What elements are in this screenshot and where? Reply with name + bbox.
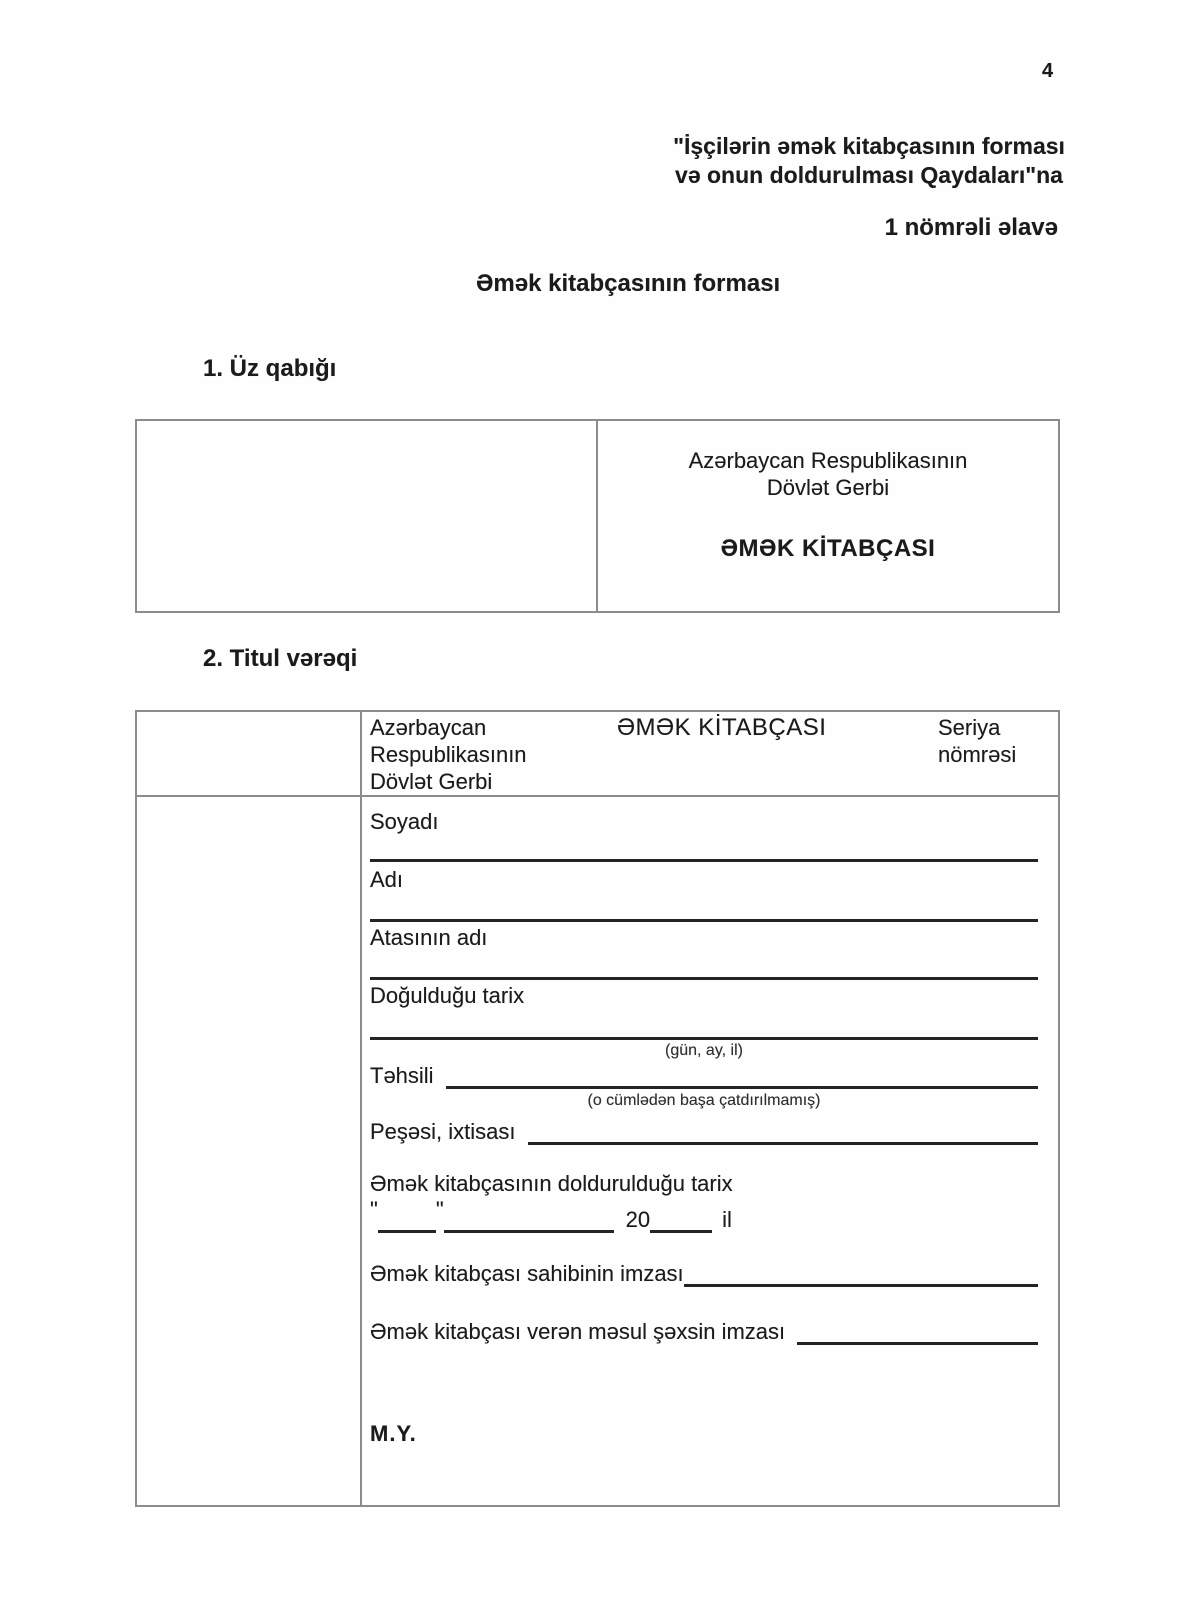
- owner-signature-label: Əmək kitabçası sahibinin imzası: [370, 1261, 684, 1286]
- body-empty-cell: [137, 797, 362, 1505]
- state-emblem-caption: Azərbaycan Respublikasının Dövlət Gerbi: [688, 448, 968, 500]
- cover-table: [135, 419, 1060, 613]
- title-table-body-row: [137, 797, 1058, 1505]
- reference-line-1: "İşçilərin əmək kitabçasının forması: [673, 133, 1065, 159]
- issuer-signature-label: Əmək kitabçası verən məsul şəxsin imzası: [370, 1319, 786, 1344]
- filldate-close-quote: ": [435, 1197, 444, 1222]
- issuer-signature-blank-line: [797, 1342, 1038, 1345]
- education-row: [370, 1061, 1038, 1089]
- form-fields-cell: [362, 797, 1058, 1505]
- title-table-header-row: [137, 712, 1058, 797]
- labor-book-title-title-page: ƏMƏK KİTABÇASI: [617, 714, 827, 741]
- state-emblem-caption-title-page: Azərbaycan Respublikasının Dövlət Gerbi: [370, 715, 527, 794]
- document-title: Əmək kitabçasının forması: [476, 270, 781, 297]
- filldate-day-blank: [378, 1230, 436, 1233]
- annex-label: 1 nömrəli əlavə: [884, 214, 1058, 241]
- document-reference: [668, 132, 1070, 190]
- education-blank-line: [446, 1086, 1038, 1089]
- series-number-label: Seriya nömrəsi: [938, 715, 1017, 767]
- filldate-blanks-row: [370, 1199, 732, 1233]
- cover-content-cell: [598, 421, 1058, 611]
- patronymic-label: Atasının adı: [370, 925, 488, 950]
- header-content-cell: [362, 712, 1058, 795]
- labor-book-title: ƏMƏK KİTABÇASI: [720, 535, 936, 562]
- name-label: Adı: [370, 867, 404, 892]
- filldate-open-quote: ": [370, 1197, 378, 1222]
- education-label: Təhsili: [370, 1063, 434, 1088]
- reference-line-2: və onun doldurulması Qaydaları"na: [675, 162, 1063, 188]
- cover-empty-cell: [137, 421, 598, 611]
- profession-label: Peşəsi, ixtisası: [370, 1119, 516, 1144]
- filldate-label: Əmək kitabçasının doldurulduğu tarix: [370, 1171, 733, 1196]
- section-1-heading: 1. Üz qabığı: [203, 355, 337, 382]
- patronymic-blank-line: [370, 977, 1038, 980]
- filldate-month-blank: [444, 1230, 614, 1233]
- birthdate-blank-line: [370, 1037, 1038, 1040]
- owner-signature-row: [370, 1257, 1038, 1287]
- section-2-heading: 2. Titul vərəqi: [203, 645, 358, 672]
- birthdate-note: (gün, ay, il): [665, 1042, 743, 1059]
- education-note: (o cümlədən başa çatdırılmamış): [587, 1092, 821, 1109]
- seal-label: M.Y.: [370, 1421, 417, 1446]
- issuer-signature-row: [370, 1313, 1038, 1345]
- name-blank-line: [370, 919, 1038, 922]
- title-page-table: [135, 710, 1060, 1507]
- surname-label: Soyadı: [370, 809, 439, 834]
- birthdate-label: Doğulduğu tarix: [370, 983, 525, 1008]
- profession-row: [370, 1117, 1038, 1145]
- profession-blank-line: [528, 1142, 1039, 1145]
- filldate-year-prefix: 20: [625, 1207, 651, 1232]
- surname-blank-line: [370, 859, 1038, 862]
- header-empty-cell: [137, 712, 362, 795]
- owner-signature-blank-line: [684, 1284, 1038, 1287]
- filldate-year-suffix: il: [722, 1207, 732, 1232]
- page-number: 4: [1042, 60, 1054, 82]
- filldate-year-blank: [650, 1230, 712, 1233]
